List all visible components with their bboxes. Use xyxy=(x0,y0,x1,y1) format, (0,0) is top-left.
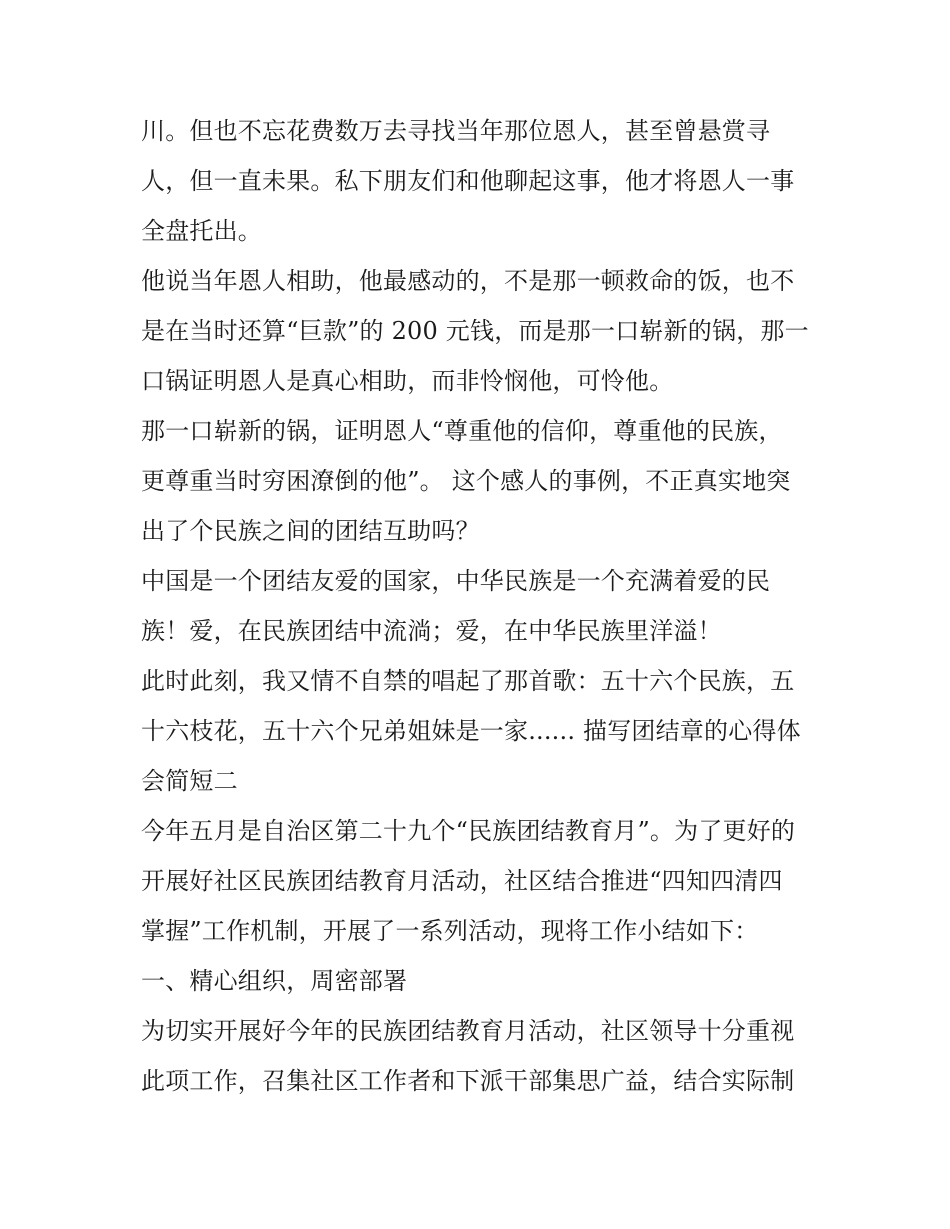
text-line-6: 口锅证明恩人是真心相助，而非怜悯他，可怜他。 xyxy=(141,367,674,395)
text-line-1: 川。但也不忘花费数万去寻找当年那位恩人，甚至曾悬赏寻 xyxy=(141,117,771,145)
text-line-20: 此项工作，召集社区工作者和下派干部集思广益，结合实际制 xyxy=(141,1067,795,1095)
text-line-15: 今年五月是自治区第二十九个“民族团结教育月”。为了更好的 xyxy=(141,817,796,845)
text-line-8: 更尊重当时穷困潦倒的他”。 这个感人的事例，不正真实地突 xyxy=(141,467,791,495)
text-line-14: 会简短二 xyxy=(141,767,238,795)
section-heading: 一、精心组织，周密部署 xyxy=(141,967,408,995)
text-line-7: 那一口崭新的锅，证明恩人“尊重他的信仰，尊重他的民族， xyxy=(141,417,783,445)
text-line-19: 为切实开展好今年的民族团结教育月活动，社区领导十分重视 xyxy=(141,1017,795,1045)
text-line-16: 开展好社区民族团结教育月活动，社区结合推进“四知四清四 xyxy=(141,867,783,895)
text-line-5: 是在当时还算“巨款”的 200 元钱，而是那一口崭新的锅，那一 xyxy=(141,317,809,345)
text-line-4: 他说当年恩人相助，他最感动的，不是那一顿救命的饭，也不 xyxy=(141,267,795,295)
text-line-10: 中国是一个团结友爱的国家，中华民族是一个充满着爱的民 xyxy=(141,567,771,595)
text-line-12: 此时此刻，我又情不自禁的唱起了那首歌：五十六个民族，五 xyxy=(141,667,795,695)
text-line-3: 全盘托出。 xyxy=(141,217,262,245)
text-line-2: 人，但一直未果。私下朋友们和他聊起这事，他才将恩人一事 xyxy=(141,167,795,195)
text-line-13: 十六枝花，五十六个兄弟姐妹是一家...... 描写团结章的心得体 xyxy=(141,717,801,745)
document-body xyxy=(141,106,817,1106)
text-line-17: 掌握”工作机制，开展了一系列活动，现将工作小结如下： xyxy=(141,917,759,945)
text-line-11: 族！爱，在民族团结中流淌；爱，在中华民族里洋溢！ xyxy=(141,617,722,645)
text-line-9: 出了个民族之间的团结互助吗？ xyxy=(141,517,480,545)
